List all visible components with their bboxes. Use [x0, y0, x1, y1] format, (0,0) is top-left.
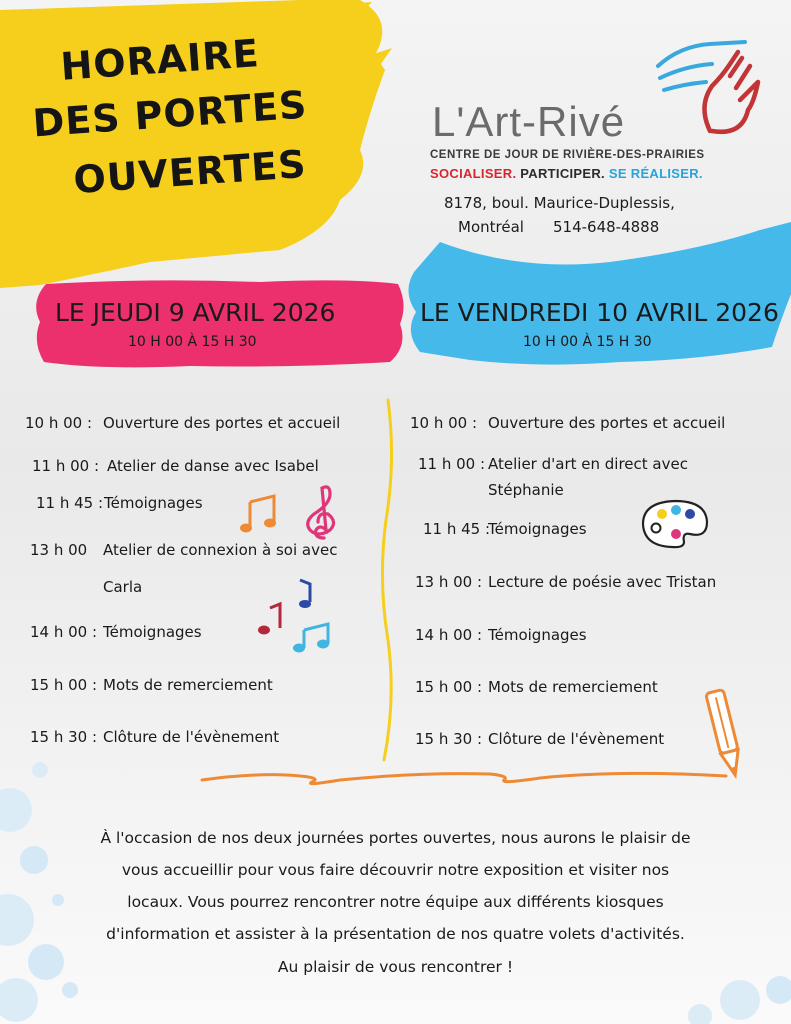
item-label: Clôture de l'évènement — [103, 728, 280, 746]
poster-title-line-1: HORAIRE — [59, 31, 261, 89]
day2-item — [415, 678, 658, 696]
day2-item-continued: Stéphanie — [488, 481, 564, 499]
description-line-4: d'information et assister à la présentation de nos quatre volets d'activités. — [106, 925, 685, 943]
day1-item — [36, 494, 203, 512]
music-notes-icon — [252, 578, 342, 658]
item-label: Ouverture des portes et accueil — [103, 414, 341, 432]
day1-hours: 10 H 00 À 15 H 30 — [128, 334, 257, 350]
day2-item — [423, 520, 587, 538]
item-time: 11 h 00 : — [32, 457, 100, 475]
item-time: 11 h 45 : — [36, 494, 104, 512]
hand-logo-icon — [650, 36, 770, 136]
day2-item — [415, 626, 587, 644]
slogan-socialiser: SOCIALISER. — [430, 166, 517, 181]
closing-message: Au plaisir de vous rencontrer ! — [277, 958, 514, 976]
description-line-2: vous accueillir pour vous faire découvrir notre exposition et visiter nos — [121, 861, 670, 879]
logo-name: L'Art-Rivé — [432, 98, 626, 145]
description-line-3: locaux. Vous pourrez rencontrer notre équipe aux différents kiosques — [127, 893, 664, 911]
day2-hours: 10 H 00 À 15 H 30 — [523, 334, 652, 350]
music-notes-icon — [240, 490, 290, 535]
item-label: Lecture de poésie avec Tristan — [488, 573, 717, 591]
day2-item — [415, 573, 716, 591]
item-time: 14 h 00 : — [415, 626, 483, 644]
logo-subtitle: CENTRE DE JOUR DE RIVIÈRE-DES-PRAIRIES — [430, 149, 705, 161]
item-label: Atelier de connexion à soi avec — [103, 541, 338, 559]
day1-item — [30, 623, 202, 641]
day1-item — [30, 676, 273, 694]
item-time: 11 h 45 : — [423, 520, 491, 538]
item-time: 15 h 00 : — [30, 676, 98, 694]
day1-title: LE JEUDI 9 AVRIL 2026 — [55, 298, 336, 327]
description-line-1: À l'occasion de nos deux journées portes ouvertes, nous aurons le plaisir de — [100, 829, 691, 847]
item-time: 10 h 00 : — [410, 414, 478, 432]
item-label: Témoignages — [488, 520, 587, 538]
slogan-se-realiser: SE RÉALISER. — [608, 166, 703, 181]
item-time: 11 h 00 : — [418, 455, 486, 473]
item-label: Témoignages — [104, 494, 203, 512]
poster-title-line-3: OUVERTES — [72, 141, 308, 203]
item-time: 15 h 30 : — [30, 728, 98, 746]
poster-title-line-2: DES PORTES — [31, 82, 309, 146]
day2-item — [418, 455, 688, 473]
item-time: 14 h 00 : — [30, 623, 98, 641]
item-label: Mots de remerciement — [488, 678, 658, 696]
treble-clef-icon — [300, 484, 344, 542]
day2-title: LE VENDREDI 10 AVRIL 2026 — [420, 298, 779, 327]
item-time: 13 h 00 — [30, 541, 88, 559]
divider-line — [370, 400, 410, 760]
item-label: Ouverture des portes et accueil — [488, 414, 726, 432]
address-street: 8178, boul. Maurice-Duplessis, — [444, 194, 675, 212]
description-paragraph — [40, 822, 751, 950]
item-label: Mots de remerciement — [103, 676, 273, 694]
item-label: Atelier d'art en direct avec — [488, 455, 688, 473]
address-city: Montréal — [458, 218, 524, 236]
item-time: 15 h 30 : — [415, 730, 483, 748]
palette-icon — [640, 498, 710, 550]
address-phone: 514-648-4888 — [553, 218, 660, 236]
day2-item — [415, 730, 664, 748]
slogan-participer: PARTICIPER. — [520, 166, 605, 181]
orange-squiggle-line — [200, 764, 730, 788]
item-time: 13 h 00 : — [415, 573, 483, 591]
item-time: 15 h 00 : — [415, 678, 483, 696]
day1-item — [30, 541, 337, 559]
item-label: Clôture de l'évènement — [488, 730, 665, 748]
day1-item-continued: Carla — [103, 578, 143, 596]
item-label: Témoignages — [488, 626, 587, 644]
logo-slogan — [430, 166, 703, 181]
day1-item — [25, 414, 340, 432]
item-label: Témoignages — [103, 623, 202, 641]
item-time: 10 h 00 : — [25, 414, 93, 432]
day2-item — [410, 414, 725, 432]
item-label: Atelier de danse avec Isabel — [107, 457, 319, 475]
day1-item — [32, 457, 319, 475]
